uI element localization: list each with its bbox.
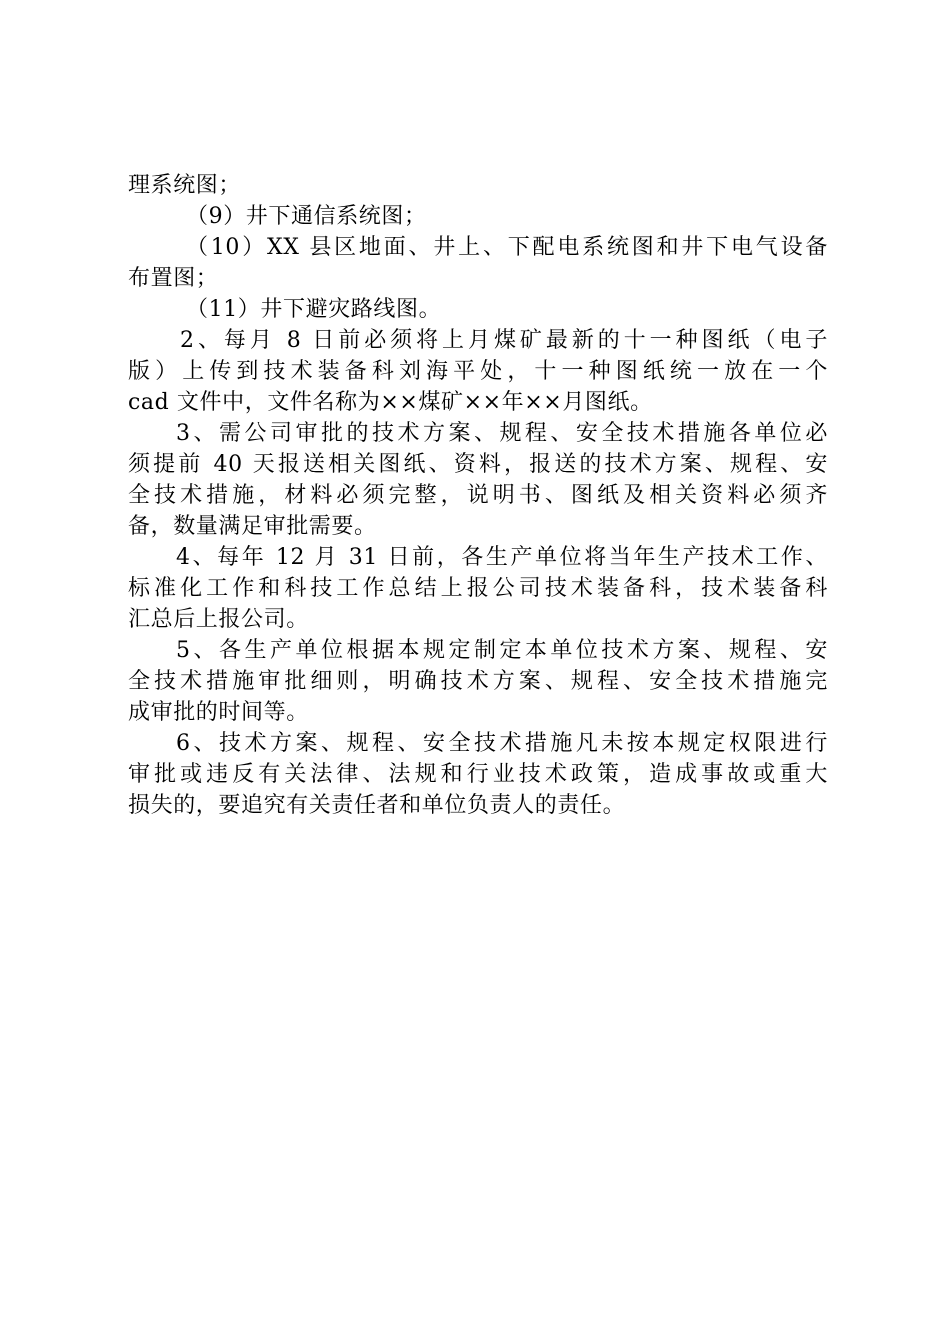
text-line: 理系统图； <box>128 173 242 198</box>
paragraph-5-line: 全技术措施审批细则，明确技术方案、规程、安全技术措施完 <box>128 669 828 694</box>
paragraph-3-line: 备，数量满足审批需要。 <box>128 514 377 539</box>
paragraph-5-line: 5、各生产单位根据本规定制定本单位技术方案、规程、安 <box>176 638 828 663</box>
paragraph-4-line: 标准化工作和科技工作总结上报公司技术装备科，技术装备科 <box>128 576 828 601</box>
paragraph-2-line: 2、每月 8 日前必须将上月煤矿最新的十一种图纸（电子 <box>180 328 828 353</box>
paragraph-3-line: 须提前 40 天报送相关图纸、资料，报送的技术方案、规程、安 <box>128 452 828 477</box>
paragraph-4-line: 4、每年 12 月 31 日前，各生产单位将当年生产技术工作、 <box>176 545 828 570</box>
paragraph-6-line: 损失的，要追究有关责任者和单位负责人的责任。 <box>128 793 626 818</box>
document-body <box>128 170 828 821</box>
paragraph-3-line: 3、需公司审批的技术方案、规程、安全技术措施各单位必 <box>176 421 828 446</box>
paragraph-6-line: 审批或违反有关法律、法规和行业技术政策，造成事故或重大 <box>128 762 828 787</box>
text-line: 布置图； <box>128 266 219 291</box>
paragraph-2-line: cad 文件中，文件名称为××煤矿××年××月图纸。 <box>128 390 653 415</box>
list-item-9: （9）井下通信系统图； <box>186 204 427 229</box>
paragraph-6-line: 6、技术方案、规程、安全技术措施凡未按本规定权限进行 <box>176 731 828 756</box>
paragraph-5-line: 成审批的时间等。 <box>128 700 309 725</box>
paragraph-2-line: 版）上传到技术装备科刘海平处，十一种图纸统一放在一个 <box>128 359 828 384</box>
list-item-11: （11）井下避灾路线图。 <box>186 297 442 322</box>
paragraph-3-line: 全技术措施，材料必须完整，说明书、图纸及相关资料必须齐 <box>128 483 828 508</box>
list-item-10: （10）XX 县区地面、井上、下配电系统图和井下电气设备 <box>186 235 828 260</box>
paragraph-4-line: 汇总后上报公司。 <box>128 607 309 632</box>
